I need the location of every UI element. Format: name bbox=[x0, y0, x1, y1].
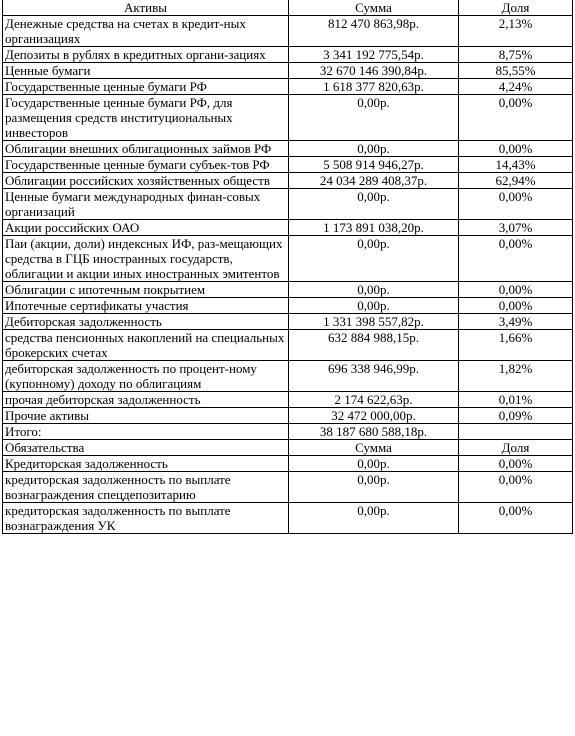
liability-name: Кредиторская задолженность bbox=[3, 456, 289, 472]
table-row bbox=[3, 503, 573, 534]
asset-name: Государственные ценные бумаги субъек-тов РФ bbox=[3, 157, 289, 173]
asset-share: 8,75% bbox=[459, 47, 573, 63]
asset-sum: 32 670 146 390,84р. bbox=[289, 63, 459, 79]
table-row bbox=[3, 16, 573, 47]
table-row bbox=[3, 408, 573, 424]
asset-name: Акции российских ОАО bbox=[3, 220, 289, 236]
asset-name: Государственные ценные бумаги РФ bbox=[3, 79, 289, 95]
liabilities-header-share: Доля bbox=[459, 440, 573, 456]
liability-share: 0,00% bbox=[459, 456, 573, 472]
asset-sum: 632 884 988,15р. bbox=[289, 330, 459, 361]
asset-name: Ценные бумаги bbox=[3, 63, 289, 79]
table-row bbox=[3, 157, 573, 173]
table-row bbox=[3, 95, 573, 141]
table-row bbox=[3, 141, 573, 157]
asset-sum: 1 618 377 820,63р. bbox=[289, 79, 459, 95]
asset-name: Облигации внешних облигационных займов РФ bbox=[3, 141, 289, 157]
asset-share: 14,43% bbox=[459, 157, 573, 173]
asset-share: 4,24% bbox=[459, 79, 573, 95]
asset-share: 0,09% bbox=[459, 408, 573, 424]
asset-name: дебиторская задолженность по процент-ному (купонному) доходу по облигациям bbox=[3, 361, 289, 392]
assets-header-share: Доля bbox=[459, 0, 573, 16]
liability-name: кредиторская задолженность по выплате вознаграждения УК bbox=[3, 503, 289, 534]
asset-name: Депозиты в рублях в кредитных органи-зациях bbox=[3, 47, 289, 63]
asset-name: Ценные бумаги международных финан-совых организаций bbox=[3, 189, 289, 220]
liabilities-header-row bbox=[3, 440, 573, 456]
asset-name: Облигации с ипотечным покрытием bbox=[3, 282, 289, 298]
asset-share: 85,55% bbox=[459, 63, 573, 79]
assets-header-row bbox=[3, 0, 573, 16]
assets-table bbox=[2, 0, 573, 534]
table-row bbox=[3, 173, 573, 189]
table-row bbox=[3, 298, 573, 314]
asset-share: 0,00% bbox=[459, 189, 573, 220]
table-row bbox=[3, 456, 573, 472]
liability-sum: 0,00р. bbox=[289, 503, 459, 534]
asset-name: Паи (акции, доли) индексных ИФ, раз-мещающих средства в ГЦБ иностранных государств, облигации и акции иных иностранных эмитентов bbox=[3, 236, 289, 282]
asset-sum: 0,00р. bbox=[289, 189, 459, 220]
total-share bbox=[459, 424, 573, 440]
asset-sum: 1 173 891 038,20р. bbox=[289, 220, 459, 236]
total-sum: 38 187 680 588,18р. bbox=[289, 424, 459, 440]
liability-share: 0,00% bbox=[459, 503, 573, 534]
asset-sum: 0,00р. bbox=[289, 236, 459, 282]
liability-sum: 0,00р. bbox=[289, 456, 459, 472]
table-row bbox=[3, 220, 573, 236]
asset-share: 0,00% bbox=[459, 282, 573, 298]
asset-share: 1,82% bbox=[459, 361, 573, 392]
asset-sum: 24 034 289 408,37р. bbox=[289, 173, 459, 189]
asset-name: Прочие активы bbox=[3, 408, 289, 424]
asset-share: 0,01% bbox=[459, 392, 573, 408]
asset-share: 62,94% bbox=[459, 173, 573, 189]
assets-header-name: Активы bbox=[3, 0, 289, 16]
asset-share: 0,00% bbox=[459, 298, 573, 314]
table-row bbox=[3, 330, 573, 361]
asset-sum: 0,00р. bbox=[289, 95, 459, 141]
asset-sum: 3 341 192 775,54р. bbox=[289, 47, 459, 63]
table-row bbox=[3, 47, 573, 63]
asset-sum: 0,00р. bbox=[289, 141, 459, 157]
assets-header-sum: Сумма bbox=[289, 0, 459, 16]
liabilities-header-sum: Сумма bbox=[289, 440, 459, 456]
table-row bbox=[3, 189, 573, 220]
asset-name: Дебиторская задолженность bbox=[3, 314, 289, 330]
asset-share: 1,66% bbox=[459, 330, 573, 361]
asset-share: 0,00% bbox=[459, 236, 573, 282]
total-row bbox=[3, 424, 573, 440]
asset-name: Ипотечные сертификаты участия bbox=[3, 298, 289, 314]
asset-name: средства пенсионных накоплений на специальных брокерских счетах bbox=[3, 330, 289, 361]
asset-name: прочая дебиторская задолженность bbox=[3, 392, 289, 408]
asset-sum: 812 470 863,98р. bbox=[289, 16, 459, 47]
table-row bbox=[3, 79, 573, 95]
liability-name: кредиторская задолженность по выплате вознаграждения спецдепозитарию bbox=[3, 472, 289, 503]
asset-sum: 32 472 000,00р. bbox=[289, 408, 459, 424]
table-row bbox=[3, 63, 573, 79]
asset-sum: 0,00р. bbox=[289, 298, 459, 314]
asset-share: 3,49% bbox=[459, 314, 573, 330]
total-label: Итого: bbox=[3, 424, 289, 440]
table-row bbox=[3, 282, 573, 298]
asset-share: 0,00% bbox=[459, 141, 573, 157]
asset-name: Облигации российских хозяйственных обществ bbox=[3, 173, 289, 189]
asset-sum: 1 331 398 557,82р. bbox=[289, 314, 459, 330]
liability-sum: 0,00р. bbox=[289, 472, 459, 503]
liability-share: 0,00% bbox=[459, 472, 573, 503]
asset-sum: 2 174 622,63р. bbox=[289, 392, 459, 408]
asset-sum: 0,00р. bbox=[289, 282, 459, 298]
asset-share: 3,07% bbox=[459, 220, 573, 236]
asset-share: 2,13% bbox=[459, 16, 573, 47]
asset-sum: 696 338 946,99р. bbox=[289, 361, 459, 392]
table-row bbox=[3, 314, 573, 330]
table-row bbox=[3, 472, 573, 503]
asset-name: Государственные ценные бумаги РФ, для размещения средств институциональных инвесторов bbox=[3, 95, 289, 141]
liabilities-header-name: Обязательства bbox=[3, 440, 289, 456]
asset-name: Денежные средства на счетах в кредит-ных организациях bbox=[3, 16, 289, 47]
table-row bbox=[3, 392, 573, 408]
asset-sum: 5 508 914 946,27р. bbox=[289, 157, 459, 173]
asset-share: 0,00% bbox=[459, 95, 573, 141]
table-row bbox=[3, 361, 573, 392]
table-row bbox=[3, 236, 573, 282]
